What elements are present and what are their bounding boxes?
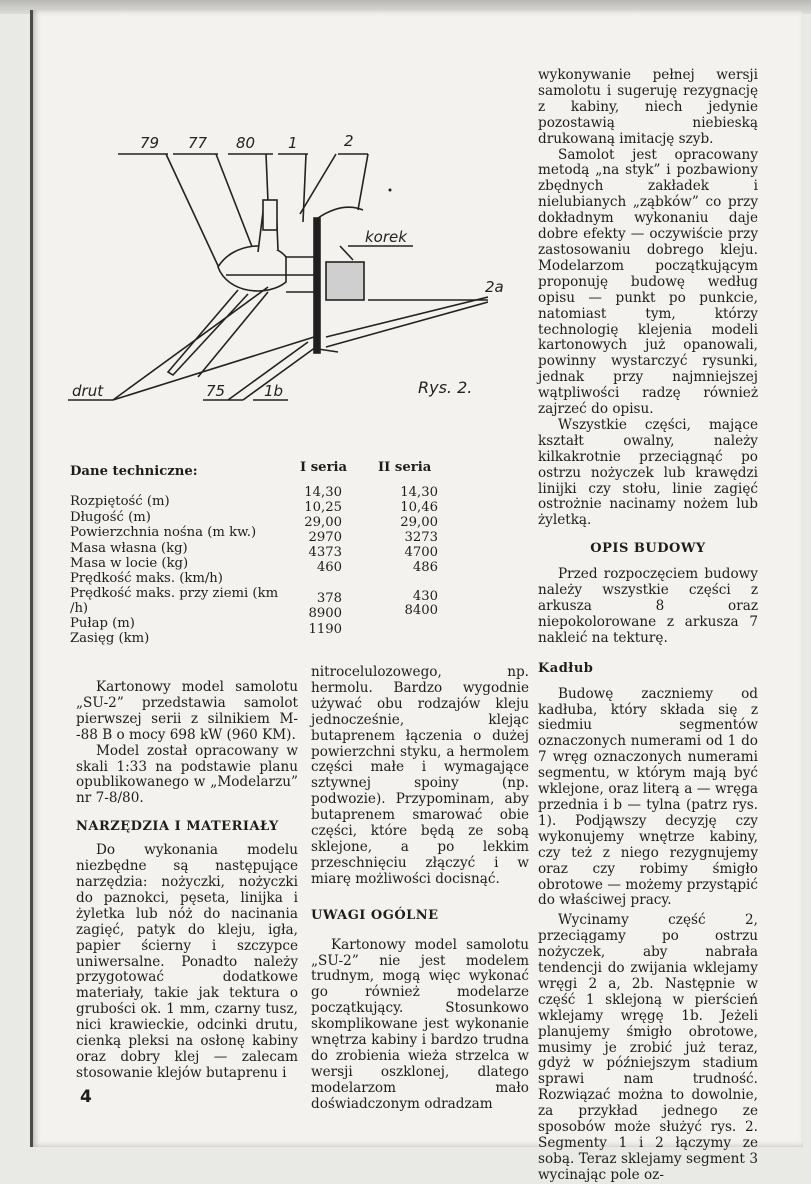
heading-tools: NARZĘDZIA I MATERIAŁY [76, 819, 279, 835]
tech-value-s2: 486 [412, 560, 438, 575]
heading-general-notes: UWAGI OGÓLNE [311, 907, 439, 923]
tech-title: Dane techniczne: [70, 464, 198, 479]
callout-80: 80 [236, 134, 256, 152]
tech-value-s2: 3273 [404, 530, 438, 545]
intro-paragraph: Kartonowy model samolotu „SU-2” przedstawia samolot pierwszej serii z silnikiem M--88 B o mocy 698 kW (960 KM). [76, 679, 298, 743]
scale-paragraph: Model został opracowany w skali 1:33 na podstawie planu opublikowanego w „Modelarzu” nr 7-8/80. [76, 742, 298, 807]
fuselage-paragraph: Budowę zaczniemy od kadłuba, który składa się z siedmiu segmentów oznaczonych numerami od 1 do 7 wręg oznaczonych numerami segmentu, w którym mają być wklejone, oraz literą a — wręga przednia i b — tylna (patrz rys. 1). Podjąwszy decyzję czy wykonujemy wnętrze kabiny, czy też z niego rezygnujemy oraz czy robimy śmigło obrotowe — możemy przystąpić do właściwej pracy. [538, 685, 758, 909]
tech-param: Masa własna (kg) [70, 541, 188, 556]
text-column-2 [311, 665, 529, 1113]
series-2-header: II seria [378, 460, 432, 475]
preparation-paragraph: Przed rozpoczęciem budowy należy wszystkie części z arkusza 8 oraz niepokolorowane z arkusza 7 nakleić na tekturę. [538, 566, 758, 646]
tech-param: Rozpiętość (m) [70, 494, 170, 509]
tech-value-s1: 10,25 [304, 500, 342, 515]
cabin-paragraph: wykonywanie pełnej wersji samolotu i sugeruję rezygnację z kabiny, niech jedynie pozostawią niebieską drukowaną imitację szyb. [538, 67, 758, 147]
text-column-1 [76, 680, 298, 1082]
tech-value-s2: 430 [412, 589, 438, 604]
tech-value-s2: 29,00 [400, 515, 438, 530]
callout-1b: 1b [264, 382, 284, 400]
tech-value-s2: 14,30 [400, 485, 438, 500]
tech-param: Zasięg (km) [70, 631, 150, 646]
tech-value-s1: 8900 [308, 606, 342, 621]
tech-param: Powierzchnia nośna (m kw.) [70, 525, 257, 540]
tech-value-s1: 1190 [308, 622, 342, 637]
glue-paragraph: nitrocelulozowego, np. hermolu. Bardzo wygodnie używać obu rodzajów kleju jednocześnie, klejąc butaprenem łączenia o dużej powierzchni styku, a hermolem części małe i wymagające sztywnej spoiny (np. podwozie). Przypominam, aby butaprenem smarować obie części, które będą ze sobą sklejone, a po lekkim przeschnięciu złączyć i w miarę możliwości docisnąć. [311, 664, 529, 887]
tech-param: Długość (m) [70, 510, 151, 525]
tech-value-s1: 29,00 [304, 515, 342, 530]
oval-parts-paragraph: Wszystkie części, mające kształt owalny, należy kilkakrotnie przeciągnąć po ostrzu nożyczek lub krawędzi linijki czy stołu, linie zagięć ostrożnie nacinamy nożem lub żyletką. [538, 416, 758, 529]
figure-caption: Rys. 2. [418, 378, 473, 397]
tech-value-s1: 4373 [308, 545, 342, 560]
text-column-3 [538, 68, 758, 1184]
callout-2: 2 [344, 132, 354, 150]
propeller-assembly-drawing [68, 122, 488, 412]
tech-value-s2: 10,46 [400, 500, 438, 515]
general-notes-paragraph: Kartonowy model samolotu „SU-2” nie jest modelem trudnym, mogą więc wykonać go również modelarze początkujący. Stosunkowo skomplikowane jest wykonanie wnętrza kabiny i bardzo trudna do zrobienia wieża strzelca w wersji oszklonej, dlatego modelarzom mało doświadczonym odradzam [311, 936, 529, 1112]
tech-param: Pułap (m) [70, 616, 135, 631]
heading-build-description: OPIS BUDOWY [590, 541, 706, 557]
callout-79: 79 [140, 134, 160, 152]
tech-value-s1: 378 [316, 591, 342, 606]
tech-value-s2: 8400 [404, 603, 438, 618]
tech-value-s1: 2970 [308, 530, 342, 545]
callout-drut: drut [72, 382, 104, 400]
callout-2a: 2a [485, 278, 504, 296]
tech-value-s1: 14,30 [304, 485, 342, 500]
page-number: 4 [80, 1087, 92, 1107]
segments-paragraph: Wycinamy część 2, przeciągamy po ostrzu nożyczek, aby nabrała tendencji do zwijania wklejamy wręgi 2 a, 2b. Następnie w część 1 sklejoną w pierścień wklejamy wręgę 1b. Jeżeli planujemy śmigło obrotowe, musimy je zrobić już teraz, gdyż w późniejszym stadium sprawi nam trudność. Rozwiązać można to dowolnie, za przykład jednego ze sposobów może służyć rys. 2. Segmenty 1 i 2 łączymy ze sobą. Teraz sklejamy segment 3 wycinając pole oz- [538, 912, 758, 1183]
tech-value-s1: 460 [316, 560, 342, 575]
tech-param: Masa w locie (kg) [70, 556, 189, 571]
figure-rys-2 [68, 122, 504, 412]
callout-korek: korek [365, 228, 407, 246]
tech-value-s2: 4700 [404, 545, 438, 560]
tech-param: /h) [70, 601, 89, 616]
tech-param: Prędkość maks. (km/h) [70, 571, 223, 586]
tools-paragraph: Do wykonania modelu niezbędne są następujące narzędzia: nożyczki, nożyczki do paznokci, pęseta, linijka i żyletka lub nóż do nacinania zagięć, patyk do kleju, igła, papier ścierny i szczypce uniwersalne. Ponadto należy przygotować dodatkowe materiały, takie jak tektura o grubości ok. 1 mm, czarny tusz, nici krawieckie, odcinki drutu, cienką pleksi na osłonę kabiny oraz dobry klej — zalecam stosowanie klejów butaprenu i [76, 842, 298, 1081]
callout-75: 75 [206, 382, 226, 400]
method-paragraph: Samolot jest opracowany metodą „na styk” i pozbawiony zbędnych zakładek i nielubianych „ząbków” co przy dokładnym wykonaniu daje dobre efekty — oczywiście przy zastosowaniu dobrego kleju. Modelarzom początkującym proponuję budowę według opisu — punkt po punkcie, natomiast tym, którzy technologię klejenia modeli kartonowych już opanowali, powinny wystarczyć rysunki, jednak przy najmniejszej wątpliwości radzę również zajrzeć do opisu. [538, 146, 758, 418]
callout-1: 1 [288, 134, 298, 152]
callout-77: 77 [188, 134, 208, 152]
series-1-header: I seria [300, 460, 348, 475]
heading-fuselage: Kadłub [538, 660, 594, 676]
tech-param: Prędkość maks. przy ziemi (km [70, 586, 279, 601]
